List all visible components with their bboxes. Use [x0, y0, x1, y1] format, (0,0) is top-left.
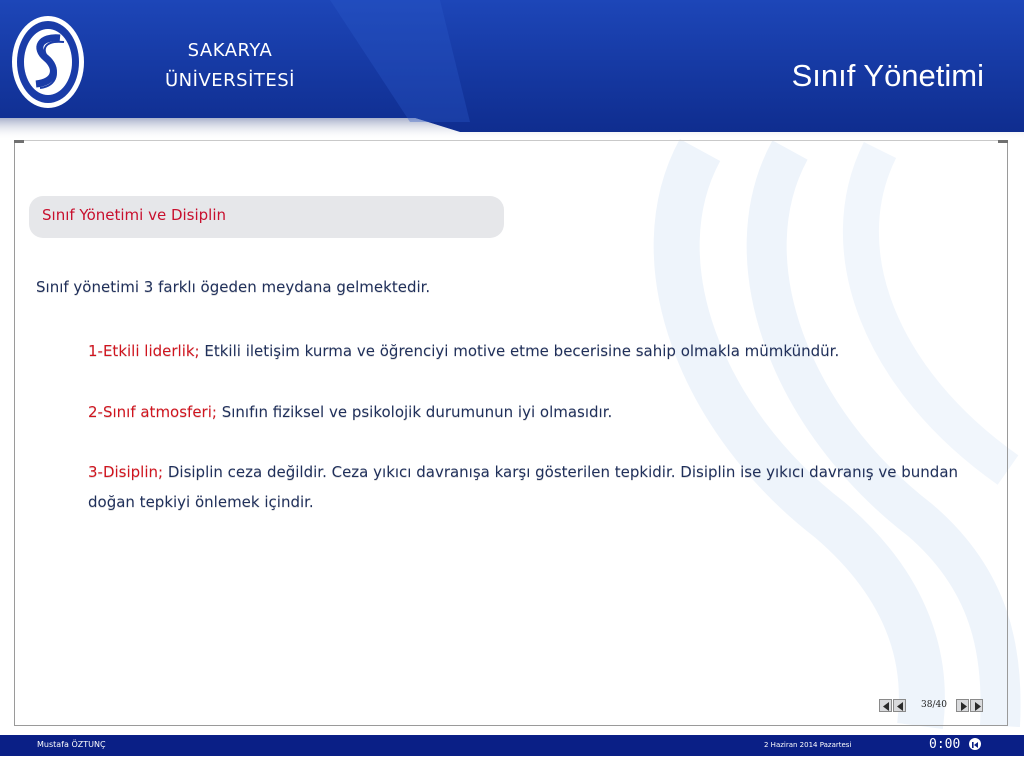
- footer-bar: [0, 735, 1024, 756]
- list-item-3-term: 3-Disiplin;: [88, 463, 164, 481]
- list-item-1-text: Etkili iletişim kurma ve öğrenciyi motive etme becerisine sahip olmakla mümkündür.: [199, 342, 840, 360]
- frame-corner-right: [998, 140, 1008, 143]
- list-item-3-text: Disiplin ceza değildir. Ceza yıkıcı davranışa karşı gösterilen tepkidir. Disiplin ise yıkıcı davranış ve bundan doğan tepkiyi önlemek içindir.: [88, 463, 959, 511]
- intro-text: Sınıf yönetimi 3 farklı ögeden meydana gelmektedir.: [36, 278, 431, 296]
- last-slide-icon: [972, 701, 983, 712]
- previous-slide-button[interactable]: [893, 699, 906, 712]
- first-slide-button[interactable]: [879, 699, 892, 712]
- first-slide-icon: [881, 701, 892, 712]
- home-button[interactable]: [969, 738, 981, 750]
- list-item-2-text: Sınıfın fiziksel ve psikolojik durumunun iyi olmasıdır.: [216, 403, 613, 421]
- university-name-line1: SAKARYA: [187, 40, 273, 61]
- next-slide-button[interactable]: [956, 699, 969, 712]
- footer-timer: 0:00: [929, 737, 961, 752]
- list-item-1-term: 1-Etkili liderlik;: [88, 342, 200, 360]
- frame-corner-left: [14, 140, 24, 143]
- footer-strip: [0, 756, 1024, 768]
- list-item-2-term: 2-Sınıf atmosferi;: [88, 403, 217, 421]
- section-heading-box: [29, 196, 504, 238]
- last-slide-button[interactable]: [970, 699, 983, 712]
- list-item-3: [88, 457, 988, 517]
- page-indicator: 38/40: [921, 700, 947, 710]
- footer-author: Mustafa ÖZTUNÇ: [37, 740, 106, 749]
- slide-title: Sınıf Yönetimi: [791, 58, 984, 93]
- footer-date: 2 Haziran 2014 Pazartesi: [764, 741, 852, 749]
- university-name-line2: ÜNİVERSİTESİ: [165, 70, 295, 91]
- list-item-1: [88, 336, 988, 366]
- next-slide-icon: [958, 701, 969, 712]
- previous-slide-icon: [895, 701, 906, 712]
- list-item-2: [88, 397, 988, 427]
- home-icon: [969, 739, 981, 751]
- section-heading: Sınıf Yönetimi ve Disiplin: [42, 206, 227, 224]
